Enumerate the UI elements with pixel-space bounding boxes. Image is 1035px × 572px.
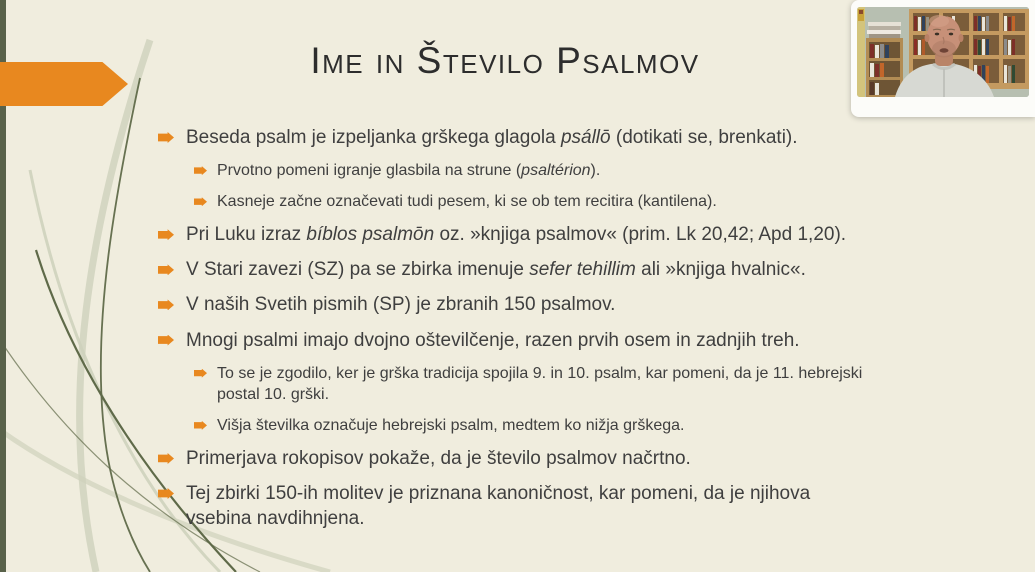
bullet-text: Mnogi psalmi imajo dvojno oštevilčenje, razen prvih osem in zadnjih treh.: [186, 329, 800, 351]
bullet-item: [194, 415, 882, 436]
bullet-item: [158, 292, 868, 317]
bullet-item: [158, 328, 868, 353]
arrow-bullet-icon: [158, 453, 174, 464]
slide-title: Ime in Število Psalmov: [310, 40, 700, 81]
presenter-video: [857, 7, 1029, 97]
bullet-item: [158, 125, 868, 150]
arrow-bullet-icon: [194, 197, 207, 206]
bullet-list: [158, 120, 882, 536]
webcam-video-frame: [857, 7, 1029, 97]
arrow-bullet-icon: [158, 299, 174, 310]
arrow-bullet-icon: [158, 488, 174, 499]
bullet-item: [194, 160, 882, 181]
arrow-bullet-icon: [158, 132, 174, 143]
bullet-text: Tej zbirki 150-ih molitev je priznana kanoničnost, kar pomeni, da je njihova vsebina navdihnjena.: [186, 483, 811, 530]
arrow-bullet-icon: [158, 229, 174, 240]
bullet-text: V naših Svetih pismih (SP) je zbranih 150 psalmov.: [186, 294, 616, 316]
arrow-bullet-icon: [194, 166, 207, 175]
bullet-text: Prvotno pomeni igranje glasbila na strune (psaltérion).: [217, 162, 601, 180]
arrow-bullet-icon: [158, 335, 174, 346]
bullet-text: Kasneje začne označevati tudi pesem, ki se ob tem recitira (kantilena).: [217, 193, 717, 211]
arrow-bullet-icon: [194, 369, 207, 378]
bullet-item: [158, 481, 868, 531]
arrow-bullet-icon: [194, 421, 207, 430]
arrow-bullet-icon: [158, 264, 174, 275]
bullet-item: [158, 222, 868, 247]
webcam-thumbnail[interactable]: [851, 0, 1035, 117]
bullet-text: To se je zgodilo, ker je grška tradicija spojila 9. in 10. psalm, kar pomeni, da je 11. hebrejski postal 10. grški.: [217, 364, 863, 403]
bullet-text: Beseda psalm je izpeljanka grškega glagola psállō (dotikati se, brenkati).: [186, 127, 798, 148]
bullet-text: Višja številka označuje hebrejski psalm, medtem ko nižja grškega.: [217, 416, 685, 434]
bullet-text: Pri Luku izraz bíblos psalmōn oz. »knjiga psalmov« (prim. Lk 20,42; Apd 1,20).: [186, 224, 847, 246]
bullet-text: V Stari zavezi (SZ) pa se zbirka imenuje sefer tehillim ali »knjiga hvalnic«.: [186, 259, 806, 281]
bullet-item: [158, 446, 868, 471]
bullet-text: Primerjava rokopisov pokaže, da je število psalmov načrtno.: [186, 447, 691, 469]
bullet-item: [158, 257, 868, 282]
bullet-item: [194, 363, 882, 405]
bullet-item: [194, 191, 882, 212]
